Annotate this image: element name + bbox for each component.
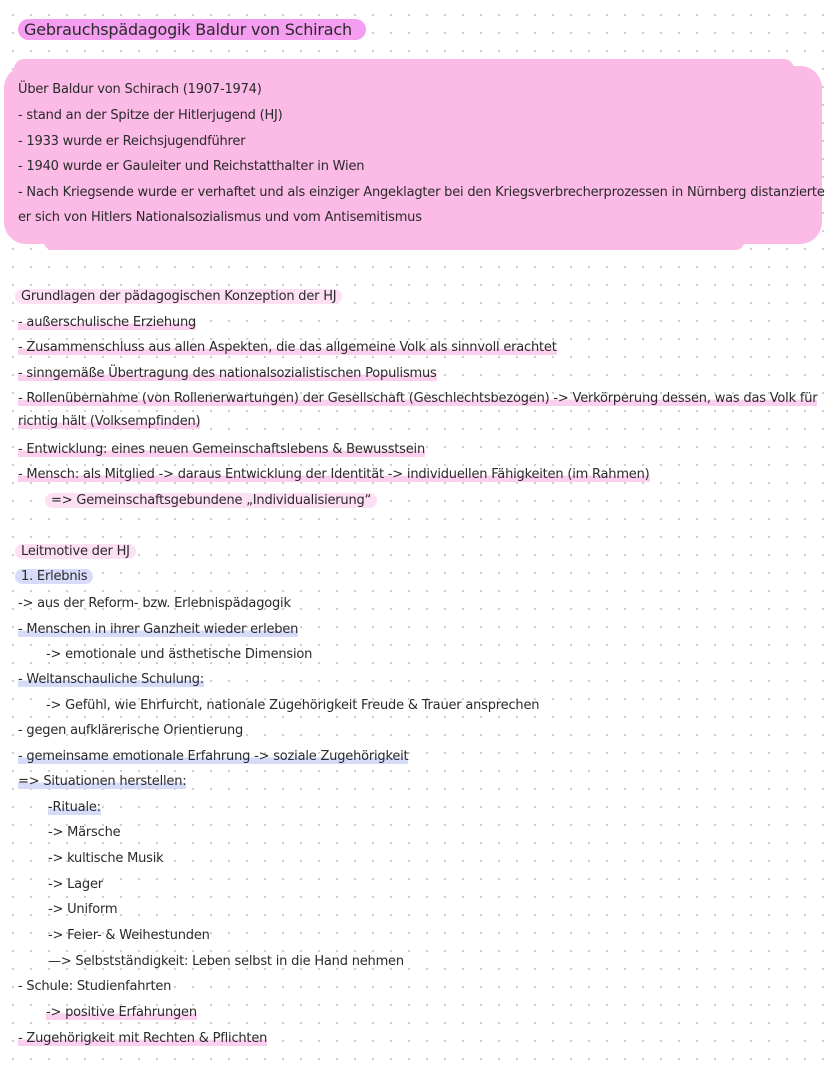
- leitmotive-item: - Zugehörigkeit mit Rechten & Pflichten: [18, 1031, 268, 1046]
- leitmotive-item: —> Selbstständigkeit: Leben selbst in die Hand nehmen: [48, 954, 404, 969]
- leitmotive-item: - Weltanschauliche Schulung:: [18, 672, 204, 687]
- bio-heading: Über Baldur von Schirach (1907-1974): [18, 82, 262, 97]
- leitmotive-item: - Schule: Studienfahrten: [18, 979, 172, 994]
- leitmotive-item: - gegen aufklärerische Orientierung: [18, 723, 244, 738]
- grundlagen-conclusion: => Gemeinschaftsgebundene „Individualisierung“: [48, 491, 377, 511]
- leitmotive-item: -> aus der Reform- bzw. Erlebnispädagogik: [18, 596, 291, 611]
- bio-item: - 1940 wurde er Gauleiter und Reichstatthalter in Wien: [18, 159, 365, 174]
- leitmotive-item: -> positive Erfahrungen: [46, 1005, 197, 1020]
- leitmotive-item: -> Gefühl, wie Ehrfurcht, nationale Zugehörigkeit Freude & Trauer ansprechen: [46, 698, 540, 713]
- leitmotive-item: -> emotionale und ästhetische Dimension: [46, 647, 313, 662]
- grundlagen-item: - Entwicklung: eines neuen Gemeinschaftslebens & Bewusstsein: [18, 442, 426, 457]
- grundlagen-heading: Grundlagen der pädagogischen Konzeption der HJ: [18, 287, 342, 307]
- bio-item: - 1933 wurde er Reichsjugendführer: [18, 134, 246, 149]
- leitmotive-item: -> Uniform: [48, 902, 118, 917]
- leitmotive-item: - Menschen in ihrer Ganzheit wieder erleben: [18, 622, 299, 637]
- bio-item: - Nach Kriegsende wurde er verhaftet und als einziger Angeklagter bei den Kriegsverbrecherprozessen in Nürnberg distanzierte: [18, 185, 825, 200]
- grundlagen-item: - Zusammenschluss aus allen Aspekten, die das allgemeine Volk als sinnvoll erachtet: [18, 340, 557, 355]
- leitmotive-heading: Leitmotive der HJ: [18, 542, 136, 562]
- leitmotive-item: -> kultische Musik: [48, 851, 164, 866]
- grundlagen-item: - sinngemäße Übertragung des nationalsozialistischen Populismus: [18, 366, 437, 381]
- grundlagen-item: - außerschulische Erziehung: [18, 315, 197, 330]
- leitmotive-item: -> Märsche: [48, 825, 121, 840]
- leitmotive-item: => Situationen herstellen:: [18, 774, 187, 789]
- leitmotive-item: -Rituale:: [48, 800, 101, 815]
- leitmotive-subheading: 1. Erlebnis: [18, 567, 93, 587]
- leitmotive-item: - gemeinsame emotionale Erfahrung -> soziale Zugehörigkeit: [18, 749, 409, 764]
- leitmotive-item: -> Feier- & Weihestunden: [48, 928, 210, 943]
- bio-item: - stand an der Spitze der Hitlerjugend (HJ): [18, 108, 283, 123]
- leitmotive-item: -> Lager: [48, 877, 103, 892]
- page-title: Gebrauchspädagogik Baldur von Schirach: [18, 18, 366, 42]
- bio-item: er sich von Hitlers Nationalsozialismus und vom Antisemitismus: [18, 210, 422, 225]
- grundlagen-item: - Mensch: als Mitglied -> daraus Entwicklung der Identität -> individuellen Fähigkeiten (im Rahmen): [18, 467, 650, 482]
- grundlagen-item: richtig hält (Volksempfinden): [18, 414, 201, 429]
- grundlagen-item: - Rollenübernahme (von Rollenerwartungen) der Gesellschaft (Geschlechtsbezogen) -> Verkörperung dessen, was das Volk für: [18, 391, 818, 406]
